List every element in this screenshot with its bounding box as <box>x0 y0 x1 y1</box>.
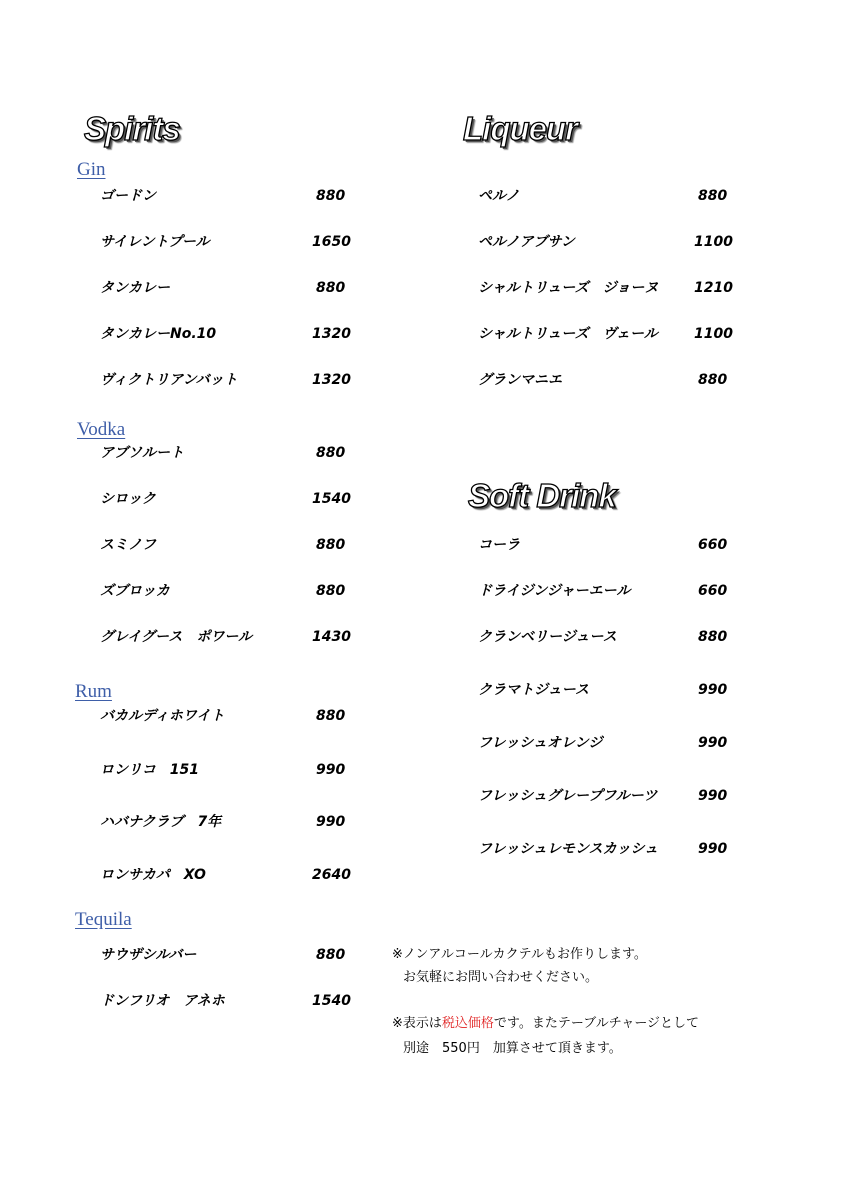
menu-item-name: シロック <box>100 491 156 507</box>
soft-drink-heading: Soft Drink <box>468 477 616 514</box>
menu-item-name: フレッシュレモンスカッシュ <box>478 841 659 857</box>
vodka-category-label: Vodka <box>77 419 126 440</box>
price-note-line1 <box>392 1015 699 1033</box>
menu-item-name: フレッシュグレープフルーツ <box>478 788 658 804</box>
menu-item-price: 1320 <box>312 372 351 388</box>
non-alcohol-note-line2: お気軽にお問い合わせください。 <box>403 970 599 985</box>
menu-item-price: 990 <box>698 841 728 857</box>
tax-included-highlight: 税込価格 <box>441 1016 494 1031</box>
spirits-heading: Spirits <box>84 110 180 147</box>
menu-item-price: 990 <box>698 682 728 698</box>
menu-item-name: ハバナクラブ 7年 <box>100 814 222 830</box>
menu-item-price: 880 <box>316 537 346 553</box>
menu-item-name: タンカレー <box>100 280 170 296</box>
menu-item-price: 880 <box>316 188 346 204</box>
menu-item-name: クラマトジュース <box>478 682 590 698</box>
rum-category-label: Rum <box>75 681 112 702</box>
menu-item-price: 880 <box>316 280 346 296</box>
menu-item-name: ペルノアブサン <box>478 234 575 250</box>
menu-item-name: ドライジンジャーエール <box>478 583 631 599</box>
menu-item-name: ドンフリオ アネホ <box>100 993 225 1009</box>
menu-item-name: コーラ <box>478 537 520 553</box>
menu-item-price: 1650 <box>312 234 351 250</box>
menu-item-name: フレッシュオレンジ <box>478 735 603 751</box>
menu-item-price: 880 <box>698 188 728 204</box>
menu-item-name: ペルノ <box>478 188 520 204</box>
menu-item-name: サイレントプール <box>100 234 210 250</box>
menu-item-price: 2640 <box>312 867 351 883</box>
price-note-prefix: ※表示は <box>392 1016 442 1031</box>
menu-item-price: 1100 <box>694 326 733 342</box>
menu-item-price: 1540 <box>312 491 351 507</box>
menu-item-price: 880 <box>698 372 728 388</box>
menu-item-name: アブソルート <box>100 445 184 461</box>
menu-item-price: 880 <box>316 708 346 724</box>
menu-item-name: ヴィクトリアンバット <box>100 372 238 388</box>
menu-item-name: スミノフ <box>100 537 156 553</box>
menu-item-price: 990 <box>316 814 346 830</box>
menu-item-price: 660 <box>698 583 728 599</box>
menu-item-price: 1430 <box>312 629 351 645</box>
menu-item-price: 1210 <box>694 280 733 296</box>
menu-item-name: グランマニエ <box>478 372 562 388</box>
menu-item-name: ズブロッカ <box>100 583 170 599</box>
menu-item-name: ロンリコ 151 <box>100 762 199 778</box>
menu-item-price: 1320 <box>312 326 351 342</box>
menu-item-name: クランベリージュース <box>478 629 617 645</box>
menu-item-name: バカルディホワイト <box>100 708 225 724</box>
menu-item-name: ロンサカパ XO <box>100 867 206 883</box>
menu-item-name: シャルトリューズ ヴェール <box>478 326 658 342</box>
menu-item-name: シャルトリューズ ジョーヌ <box>478 280 659 296</box>
price-note-suffix: です。またテーブルチャージとして <box>493 1016 700 1031</box>
menu-item-price: 880 <box>316 583 346 599</box>
menu-item-price: 880 <box>316 445 346 461</box>
menu-item-price: 880 <box>698 629 728 645</box>
liqueur-heading: Liqueur <box>463 110 577 147</box>
menu-item-name: サウザシルバー <box>100 947 197 963</box>
menu-item-price: 1540 <box>312 993 351 1009</box>
menu-item-price: 880 <box>316 947 346 963</box>
menu-item-price: 990 <box>698 735 728 751</box>
menu-item-price: 660 <box>698 537 728 553</box>
menu-item-name: グレイグース ポワール <box>100 629 253 645</box>
gin-category-label: Gin <box>77 159 106 180</box>
menu-item-price: 990 <box>698 788 728 804</box>
menu-item-price: 990 <box>316 762 346 778</box>
menu-item-name: タンカレーNo.10 <box>100 326 217 342</box>
tequila-category-label: Tequila <box>75 909 132 930</box>
non-alcohol-note-line1: ※ノンアルコールカクテルもお作りします。 <box>392 947 647 962</box>
menu-item-price: 1100 <box>694 234 733 250</box>
menu-item-name: ゴードン <box>100 188 156 204</box>
price-note-line2: 別途 550円 加算させて頂きます。 <box>403 1041 622 1056</box>
